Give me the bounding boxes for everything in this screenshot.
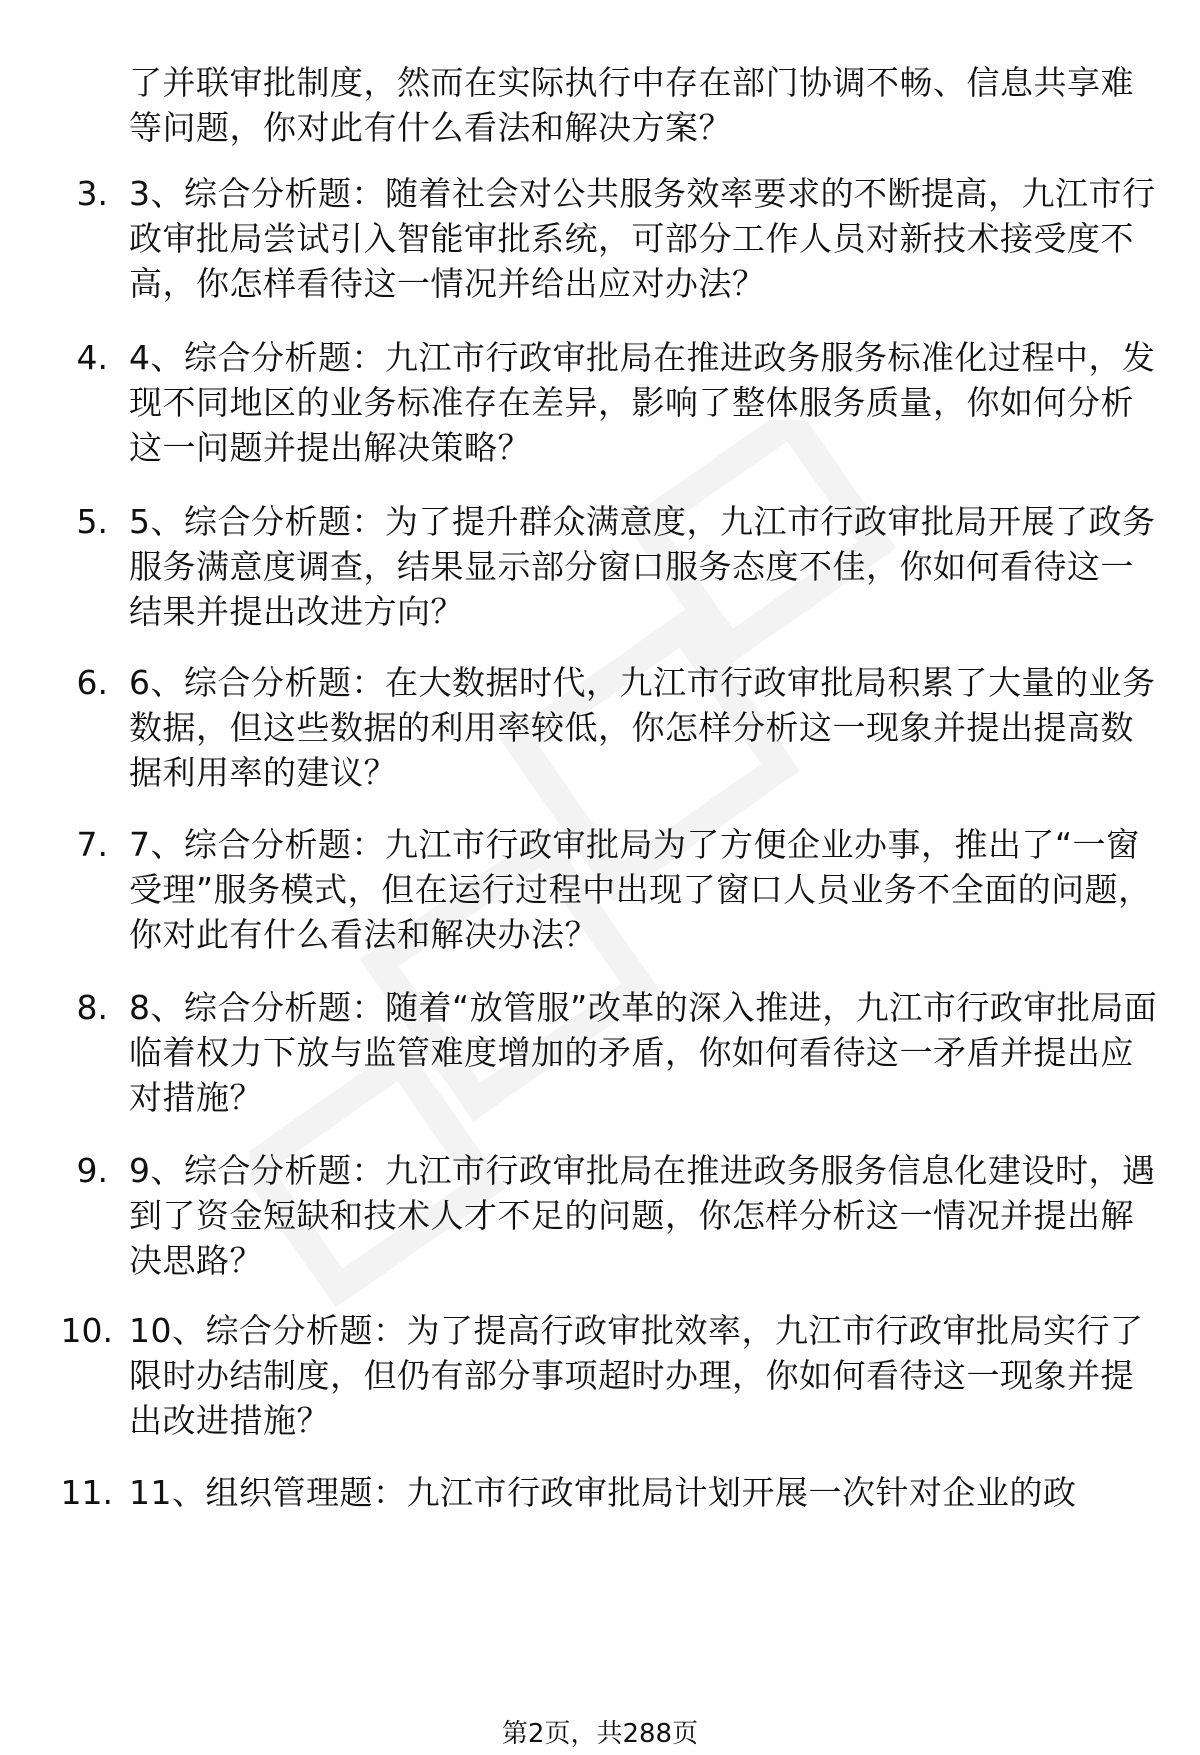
question-number: 9. xyxy=(76,1151,108,1190)
question-number: 10. xyxy=(60,1311,113,1350)
question-number: 11. xyxy=(60,1473,113,1512)
question-text: 9、综合分析题：九江市行政审批局在推进政务服务信息化建设时，遇到了资金短缺和技术人才不足的问题，你怎样分析这一情况并提出解决思路？ xyxy=(129,1151,1156,1280)
question-number: 4. xyxy=(76,338,108,377)
question-text: 5、综合分析题：为了提升群众满意度，九江市行政审批局开展了政务服务满意度调查，结果显示部分窗口服务态度不佳，你如何看待这一结果并提出改进方向？ xyxy=(129,502,1156,631)
question-text: 10、综合分析题：为了提高行政审批效率，九江市行政审批局实行了限时办结制度，但仍有部分事项超时办理，你如何看待这一现象并提出改进措施？ xyxy=(129,1311,1144,1440)
question-number: 6. xyxy=(76,663,108,702)
question-text: 11、组织管理题：九江市行政审批局计划开展一次针对企业的政 xyxy=(129,1473,1077,1512)
continuation-text: 了并联审批制度，然而在实际执行中存在部门协调不畅、信息共享难等问题，你对此有什么看法和解决方案？ xyxy=(129,63,1134,147)
question-number: 5. xyxy=(76,502,108,541)
question-text: 7、综合分析题：九江市行政审批局为了方便企业办事，推出了“一窗受理”服务模式，但在运行过程中出现了窗口人员业务不全面的问题，你对此有什么看法和解决办法？ xyxy=(129,825,1152,954)
question-text: 6、综合分析题：在大数据时代，九江市行政审批局积累了大量的业务数据，但这些数据的利用率较低，你怎样分析这一现象并提出提高数据利用率的建议？ xyxy=(129,663,1156,792)
page-footer: 第2页，共288页 xyxy=(501,1719,699,1749)
question-text: 3、综合分析题：随着社会对公共服务效率要求的不断提高，九江市行政审批局尝试引入智能审批系统，可部分工作人员对新技术接受度不高，你怎样看待这一情况并给出应对办法？ xyxy=(129,174,1156,303)
question-number: 7. xyxy=(76,825,108,864)
question-number: 3. xyxy=(76,174,108,213)
question-text: 8、综合分析题：随着“放管服”改革的深入推进，九江市行政审批局面临着权力下放与监管难度增加的矛盾，你如何看待这一矛盾并提出应对措施？ xyxy=(129,988,1158,1117)
question-text: 4、综合分析题：九江市行政审批局在推进政务服务标准化过程中，发现不同地区的业务标准存在差异，影响了整体服务质量，你如何分析这一问题并提出解决策略？ xyxy=(129,338,1156,467)
question-number: 8. xyxy=(76,988,108,1027)
